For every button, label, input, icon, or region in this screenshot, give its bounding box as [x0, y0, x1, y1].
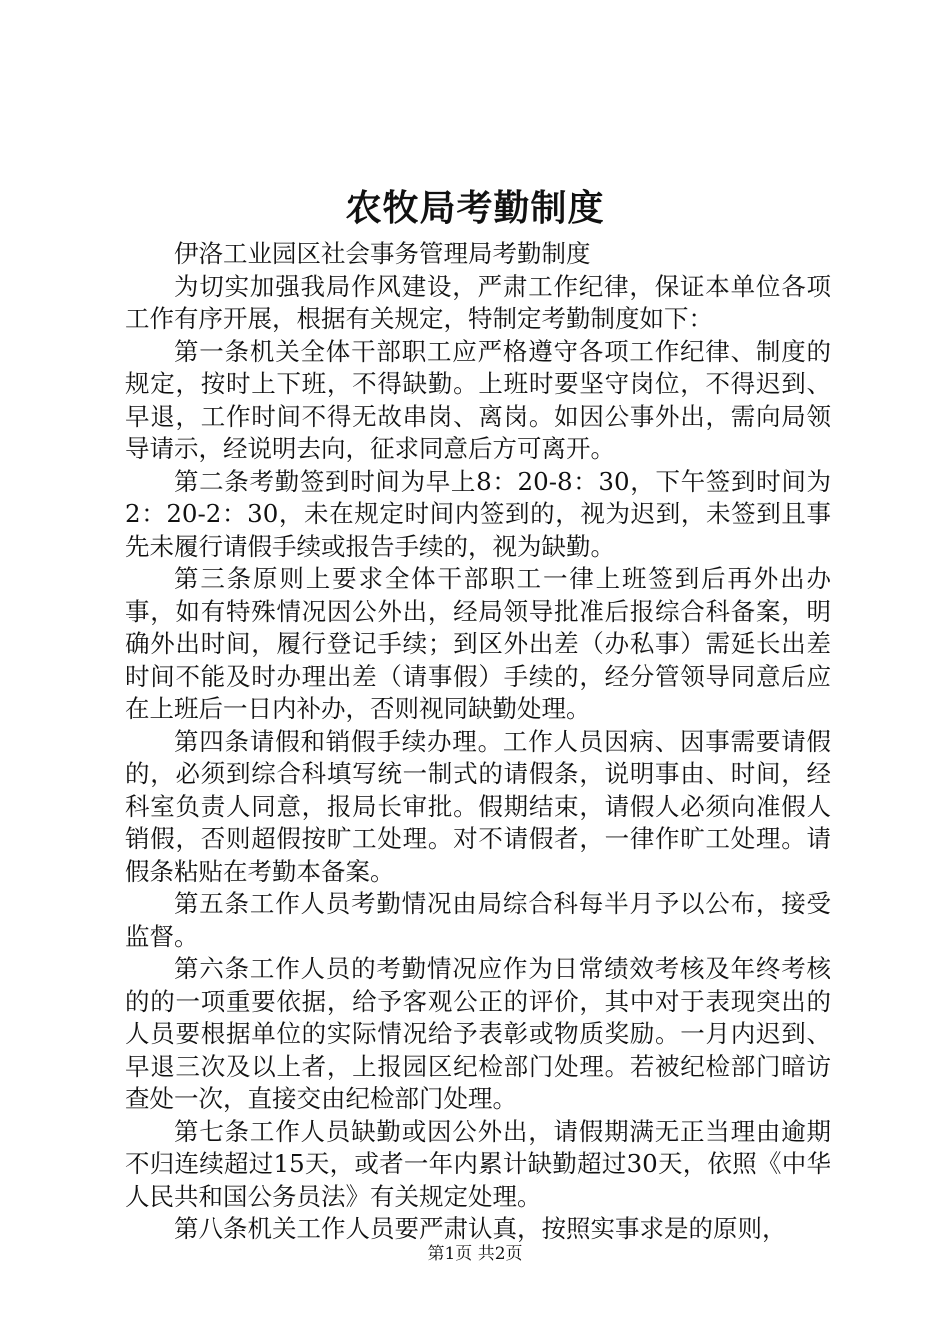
paragraph-article-5: 第五条工作人员考勤情况由局综合科每半月予以公布，接受监督。: [125, 889, 831, 951]
paragraph-article-2: 第二条考勤签到时间为早上8：20-8：30，下午签到时间为2：20-2：30，未在规定时间内签到的，视为迟到，未签到且事先未履行请假手续或报告手续的，视为缺勤。: [125, 466, 831, 561]
document-body: [125, 238, 831, 1246]
paragraph-article-4: 第四条请假和销假手续办理。工作人员因病、因事需要请假的，必须到综合科填写统一制式的请假条，说明事由、时间，经科室负责人同意，报局长审批。假期结束，请假人必须向准假人销假，否则超假按旷工处理。对不请假者，一律作旷工处理。请假条粘贴在考勤本备案。: [125, 726, 831, 886]
document-title: 农牧局考勤制度: [345, 187, 605, 229]
paragraph-article-8: 第八条机关工作人员要严肃认真，按照实事求是的原则，: [174, 1214, 787, 1243]
page-number-footer: 第1页 共2页: [427, 1244, 523, 1264]
paragraph-intro: 为切实加强我局作风建设，严肃工作纪律，保证本单位各项工作有序开展，根据有关规定，特制定考勤制度如下：: [125, 271, 831, 333]
paragraph-article-7: 第七条工作人员缺勤或因公外出，请假期满无正当理由逾期不归连续超过15天，或者一年内累计缺勤超过30天，依照《中华人民共和国公务员法》有关规定处理。: [125, 1116, 831, 1211]
paragraph-subtitle: 伊洛工业园区社会事务管理局考勤制度: [174, 239, 591, 268]
paragraph-article-3: 第三条原则上要求全体干部职工一律上班签到后再外出办事，如有特殊情况因公外出，经局领导批准后报综合科备案，明确外出时间，履行登记手续；到区外出差（办私事）需延长出差时间不能及时办理出差（请事假）手续的，经分管领导同意后应在上班后一日内补办，否则视同缺勤处理。: [125, 564, 831, 723]
paragraph-article-1: 第一条机关全体干部职工应严格遵守各项工作纪律、制度的规定，按时上下班，不得缺勤。上班时要坚守岗位，不得迟到、早退，工作时间不得无故串岗、离岗。如因公事外出，需向局领导请示，经说明去向，征求同意后方可离开。: [125, 336, 831, 463]
paragraph-article-6: 第六条工作人员的考勤情况应作为日常绩效考核及年终考核的的一项重要依据，给予客观公正的评价，其中对于表现突出的人员要根据单位的实际情况给予表彰或物质奖励。一月内迟到、早退三次及以上者，上报园区纪检部门处理。若被纪检部门暗访查处一次，直接交由纪检部门处理。: [125, 954, 831, 1113]
